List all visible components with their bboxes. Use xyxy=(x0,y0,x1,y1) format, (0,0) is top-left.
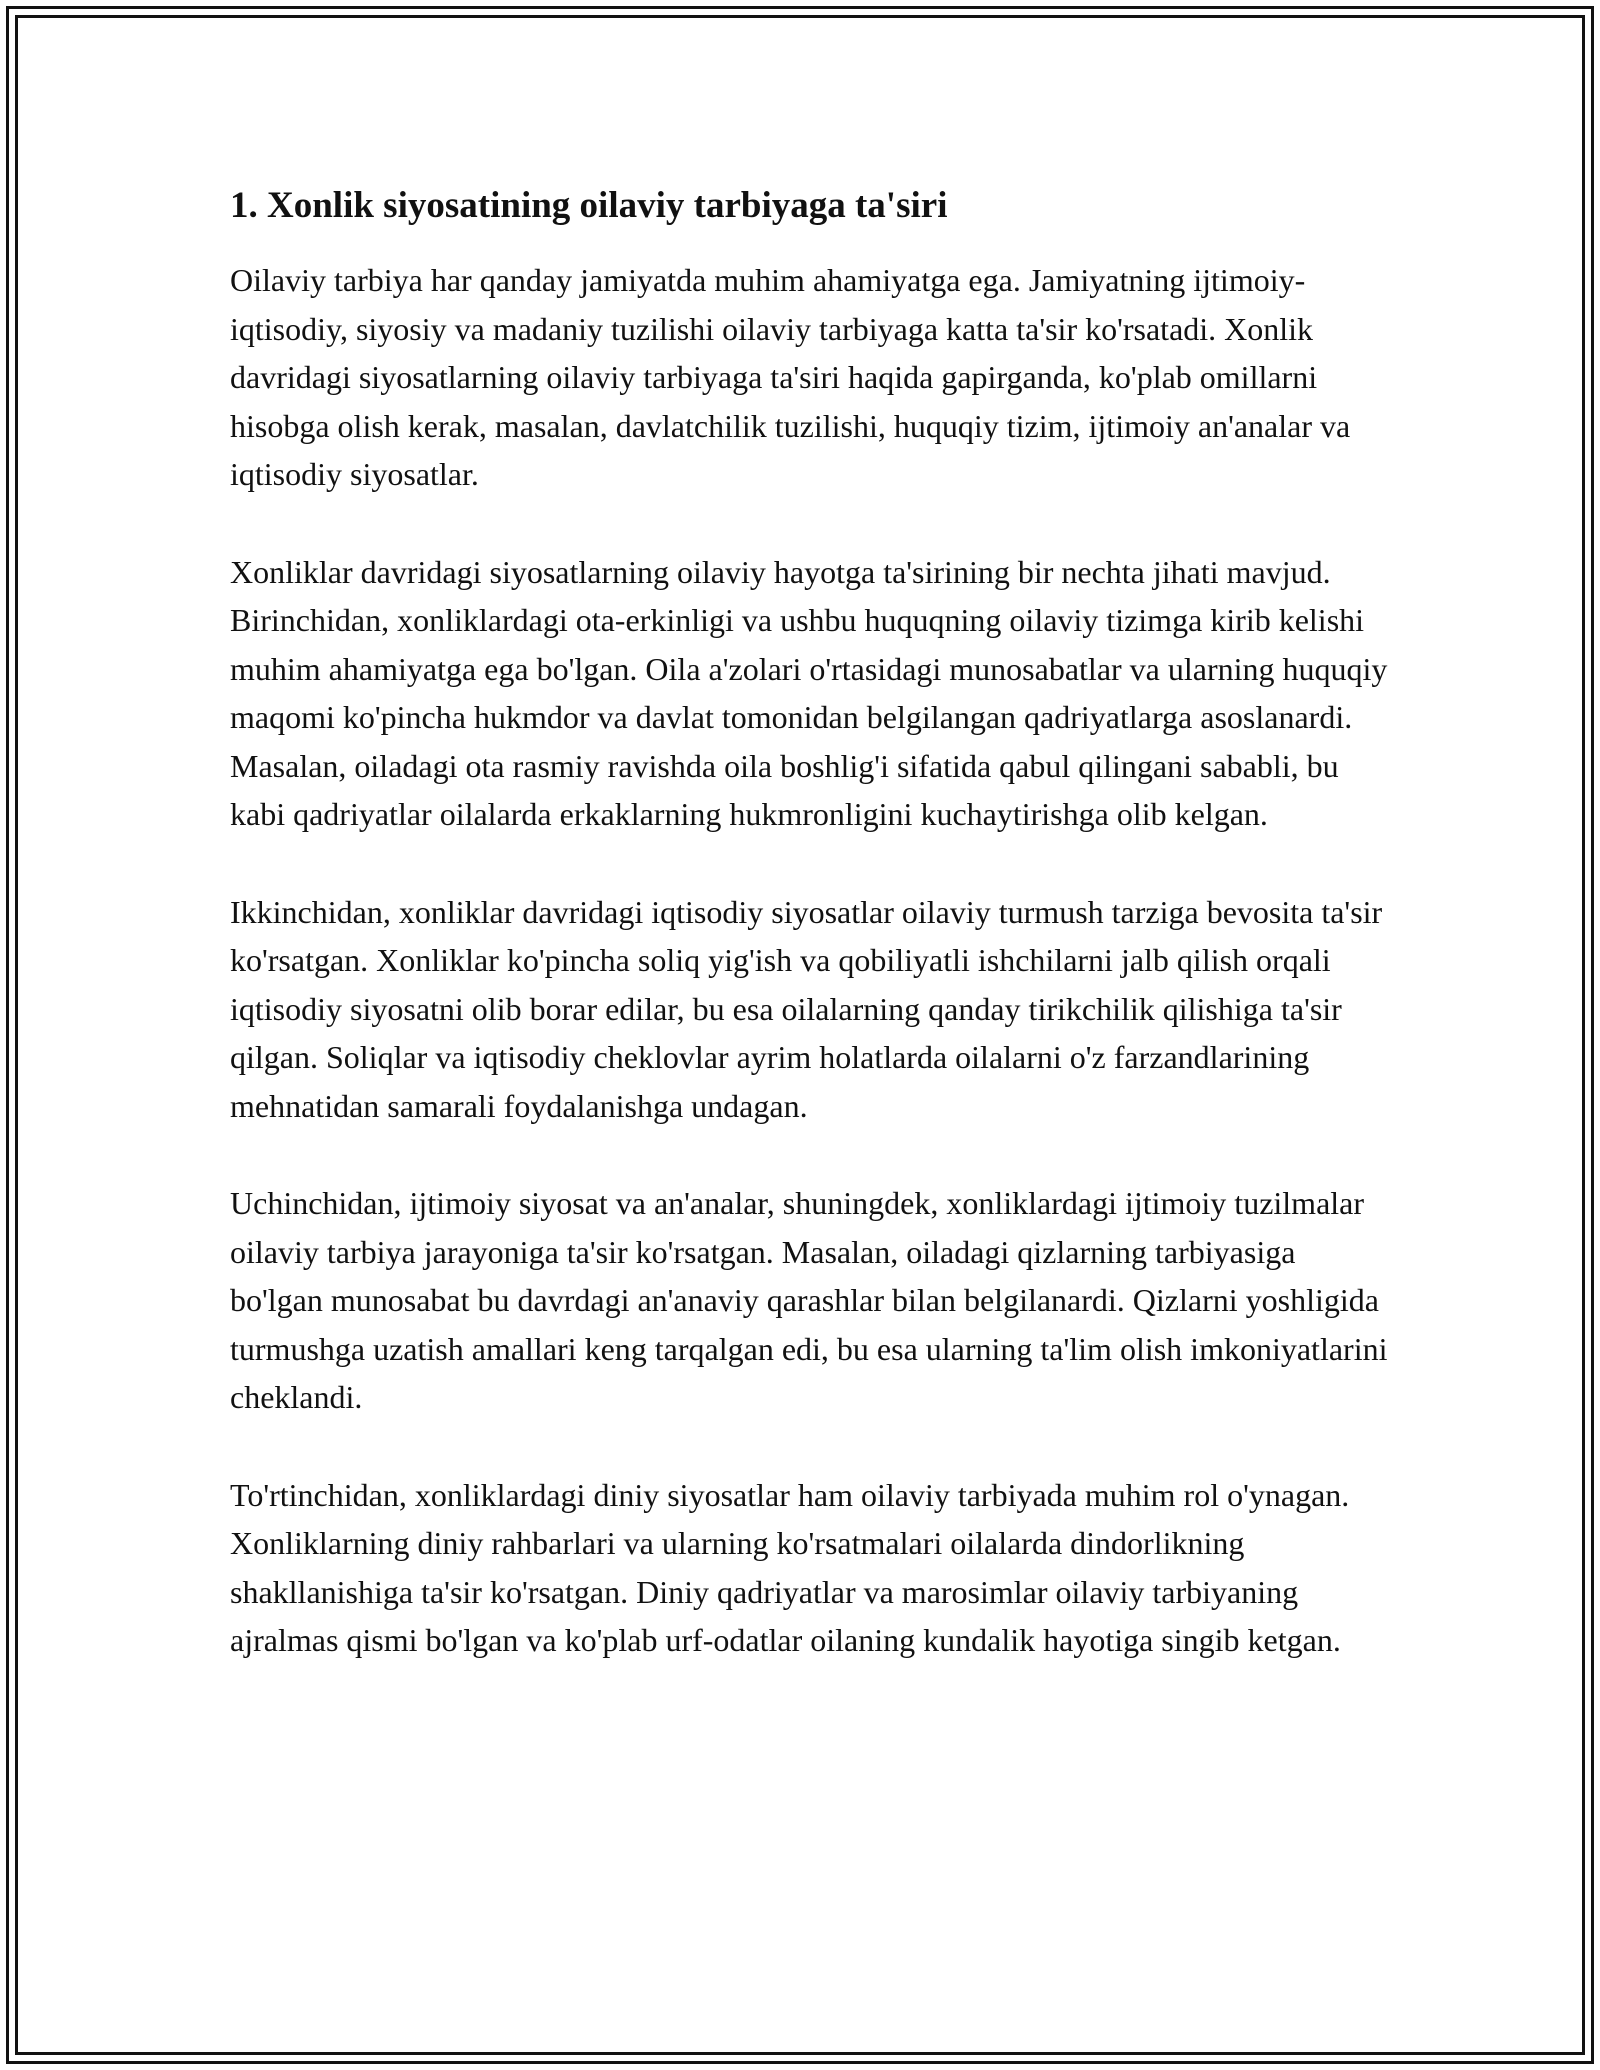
paragraph-2: Xonliklar davridagi siyosatlarning oilaviy hayotga ta'sirining bir nechta jihati mavjud. Birinchidan, xonliklardagi ota-erkinligi va ushbu huquqning oilaviy tizimga kirib kelishi muhim ahamiyatga ega bo'lgan. Oila a'zolari o'rtasidagi munosabatlar va ularning huquqiy maqomi ko'pincha hukmdor va davlat tomonidan belgilangan qadriyatlarga asoslanardi. Masalan, oiladagi ota rasmiy ravishda oila boshlig'i sifatida qabul qilingani sababli, bu kabi qadriyatlar oilalarda erkaklarning hukmronligini kuchaytirishga olib kelgan. xyxy=(230,553,1388,832)
paragraph-5: To'rtinchidan, xonliklardagi diniy siyosatlar ham oilaviy tarbiyada muhim rol o'ynagan. Xonliklarning diniy rahbarlari va ularning ko'rsatmalari oilalarda dindorlikning shakllanishiga ta'sir ko'rsatgan. Diniy qadriyatlar va marosimlar oilaviy tarbiyaning ajralmas qismi bo'lgan va ko'plab urf-odatlar oilaning kundalik hayotiga singib ketgan. xyxy=(230,1476,1350,1658)
paragraph-1: Oilaviy tarbiya har qanday jamiyatda muhim ahamiyatga ega. Jamiyatning ijtimoiy-iqtisodiy, siyosiy va madaniy tuzilishi oilaviy tarbiyaga katta ta'sir ko'rsatadi. Xonlik davridagi siyosatlarning oilaviy tarbiyaga ta'siri haqida gapirganda, ko'plab omillarni hisobga olish kerak, masalan, davlatchilik tuzilishi, huquqiy tizim, ijtimoiy an'analar va iqtisodiy siyosatlar. xyxy=(230,262,1351,492)
paragraph-3: Ikkinchidan, xonliklar davridagi iqtisodiy siyosatlar oilaviy turmush tarziga bevosita ta'sir ko'rsatgan. Xonliklar ko'pincha soliq yig'ish va qobiliyatli ishchilarni jalb qilish orqali iqtisodiy siyosatni olib borar edilar, bu esa oilalarning qanday tirikchilik qilishiga ta'sir qilgan. Soliqlar va iqtisodiy cheklovlar ayrim holatlarda oilalarni o'z farzandlarining mehnatidan samarali foydalanishga undagan. xyxy=(230,893,1383,1124)
document-body xyxy=(230,182,1390,1665)
paragraph-4: Uchinchidan, ijtimoiy siyosat va an'analar, shuningdek, xonliklardagi ijtimoiy tuzilmalar oilaviy tarbiya jarayoniga ta'sir ko'rsatgan. Masalan, oiladagi qizlarning tarbiyasiga bo'lgan munosabat bu davrdagi an'anaviy qarashlar bilan belgilanardi. Qizlarni yoshligida turmushga uzatish amallari keng tarqalgan edi, bu esa ularning ta'lim olish imkoniyatlarini cheklandi. xyxy=(230,1185,1388,1415)
section-heading: 1. Xonlik siyosatining oilaviy tarbiyaga ta'siri xyxy=(230,185,948,226)
